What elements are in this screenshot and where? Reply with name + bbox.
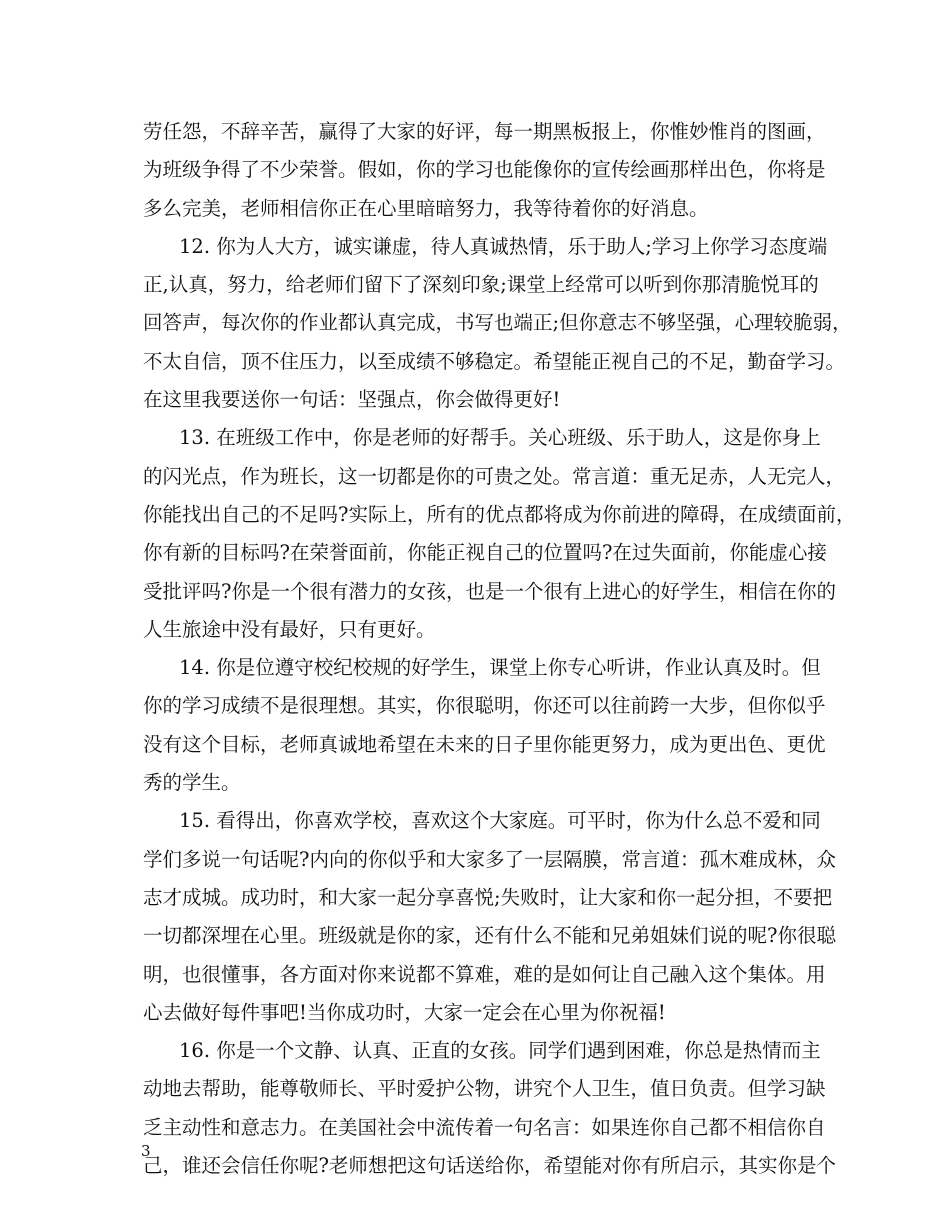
text-line: 多么完美，老师相信你正在心里暗暗努力，我等待着你的好消息。 bbox=[143, 196, 709, 220]
paragraph-start-line: 16. 你是一个文静、认真、正直的女孩。同学们遇到困难，你总是热情而主 bbox=[179, 1039, 821, 1063]
paragraph-start-line: 12. 你为人大方，诚实谦虚，待人真诚热情，乐于助人;学习上你学习态度端 bbox=[179, 234, 828, 258]
text-line: 动地去帮助，能尊敬师长、平时爱护公物，讲究个人卫生，值日负责。但学习缺 bbox=[143, 1077, 826, 1101]
text-line: 秀的学生。 bbox=[143, 771, 241, 795]
text-line: 为班级争得了不少荣誉。假如，你的学习也能像你的宣传绘画那样出色，你将是 bbox=[143, 158, 826, 182]
text-line: 你的学习成绩不是很理想。其实，你很聪明，你还可以往前跨一大步，但你似乎 bbox=[143, 694, 826, 718]
text-line: 你有新的目标吗?在荣誉面前，你能正视自己的位置吗?在过失面前，你能虚心接 bbox=[143, 541, 827, 565]
paragraph-start-line: 14. 你是位遵守校纪校规的好学生，课堂上你专心听讲，作业认真及时。但 bbox=[179, 656, 821, 680]
text-line: 正,认真，努力，给老师们留下了深刻印象;课堂上经常可以听到你那清脆悦耳的 bbox=[143, 273, 819, 297]
text-line: 人生旅途中没有最好，只有更好。 bbox=[143, 617, 436, 641]
text-line: 己，谁还会信任你呢?老师想把这句话送给你，希望能对你有所启示，其实你是个 bbox=[143, 1154, 836, 1178]
text-line: 没有这个目标，老师真诚地希望在未来的日子里你能更努力，成为更出色、更优 bbox=[143, 732, 826, 756]
text-line: 回答声，每次你的作业都认真完成，书写也端正;但你意志不够坚强，心理较脆弱， bbox=[143, 311, 852, 335]
text-line: 乏主动性和意志力。在美国社会中流传着一句名言：如果连你自己都不相信你自 bbox=[143, 1115, 826, 1139]
text-line: 心去做好每件事吧!当你成功时，大家一定会在心里为你祝福! bbox=[143, 1000, 666, 1024]
text-line: 在这里我要送你一句话：坚强点，你会做得更好! bbox=[143, 388, 561, 412]
page-number: 3 bbox=[141, 1142, 151, 1160]
text-line: 一切都深埋在心里。班级就是你的家，还有什么不能和兄弟姐妹们说的呢?你很聪 bbox=[143, 924, 836, 948]
paragraph-start-line: 13. 在班级工作中，你是老师的好帮手。关心班级、乐于助人，这是你身上 bbox=[179, 426, 821, 450]
text-line: 学们多说一句话呢?内向的你似乎和大家多了一层隔膜，常言道：孤木难成林，众 bbox=[143, 847, 836, 871]
paragraph-start-line: 15. 看得出，你喜欢学校，喜欢这个大家庭。可平时，你为什么总不爱和同 bbox=[179, 809, 821, 833]
text-line: 志才成城。成功时，和大家一起分享喜悦;失败时，让大家和你一起分担，不要把 bbox=[143, 885, 833, 909]
text-line: 明，也很懂事，各方面对你来说都不算难，难的是如何让自己融入这个集体。用 bbox=[143, 962, 826, 986]
text-line: 的闪光点，作为班长，这一切都是你的可贵之处。常言道：重无足赤，人无完人， bbox=[143, 464, 846, 488]
text-line: 受批评吗?你是一个很有潜力的女孩，也是一个很有上进心的好学生，相信在你的 bbox=[143, 579, 836, 603]
body-text bbox=[143, 113, 856, 1185]
text-line: 你能找出自己的不足吗?实际上，所有的优点都将成为你前进的障碍，在成绩面前， bbox=[143, 502, 856, 526]
text-line: 不太自信，顶不住压力，以至成绩不够稳定。希望能正视自己的不足，勤奋学习。 bbox=[143, 349, 846, 373]
text-line: 劳任怨，不辞辛苦，赢得了大家的好评，每一期黑板报上，你惟妙惟肖的图画， bbox=[143, 120, 826, 143]
